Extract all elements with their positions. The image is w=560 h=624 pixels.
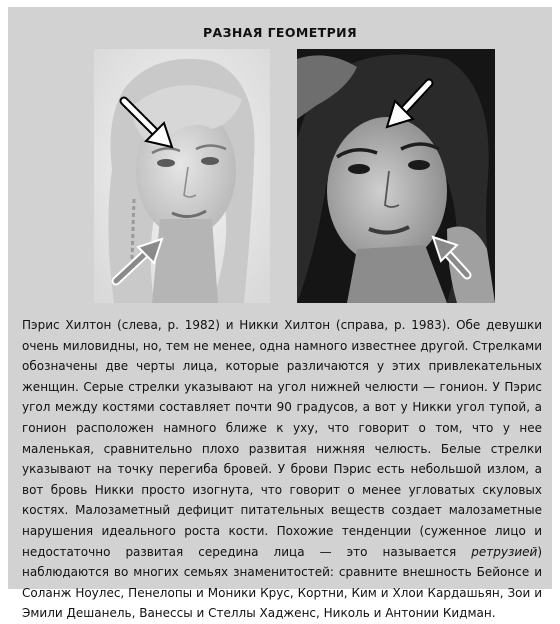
sidebar-box [8,7,552,621]
photo-paris-hilton [94,49,270,303]
caption-term: ретрузией [471,544,538,559]
figure-caption [22,315,542,624]
caption-text-1: Пэрис Хилтон (слева, р. 1982) и Никки Хилтон (справа, р. 1983). Обе девушки очень миловидны, но, тем не менее, одна намного известнее другой. Стрелками обозначены две черты лица, которые различаются у этих привлекательных женщин. Серые стрелки указывают на угол нижней челюсти — гонион. У Пэрис угол между костями составляет почти 90 градусов, а вот у Никки угол тупой, а гонион расположен намного ближе к уху, что говорит о том, что у нее маленькая, сравнительно плохо развитая нижняя челюсть. Белые стрелки указывают на точку перегиба бровей. У брови Пэрис есть небольшой излом, а вот бровь Никки просто изогнута, что говорит о менее угловатых скуловых костях. Малозаметный дефицит питательных веществ создает малозаметные нарушения идеального роста кости. Похожие тенденции (суженное лицо и недостаточно развитая середина лица — это называется [22,318,542,559]
box-title: РАЗНАЯ ГЕОМЕТРИЯ [202,25,358,40]
photo-nicky-hilton [297,49,495,303]
caption-text-2: ) наблюдаются во многих семьях знаменитостей: сравните внешность Бейонсе и Соланж Ноулес, Пенелопы и Моники Крус, Кортни, Ким и Хлои Кардашьян, Зои и Эмили Дешанель, Ванессы и Стеллы Хадженс, Николь и Антонии Кидман. [22,544,542,621]
